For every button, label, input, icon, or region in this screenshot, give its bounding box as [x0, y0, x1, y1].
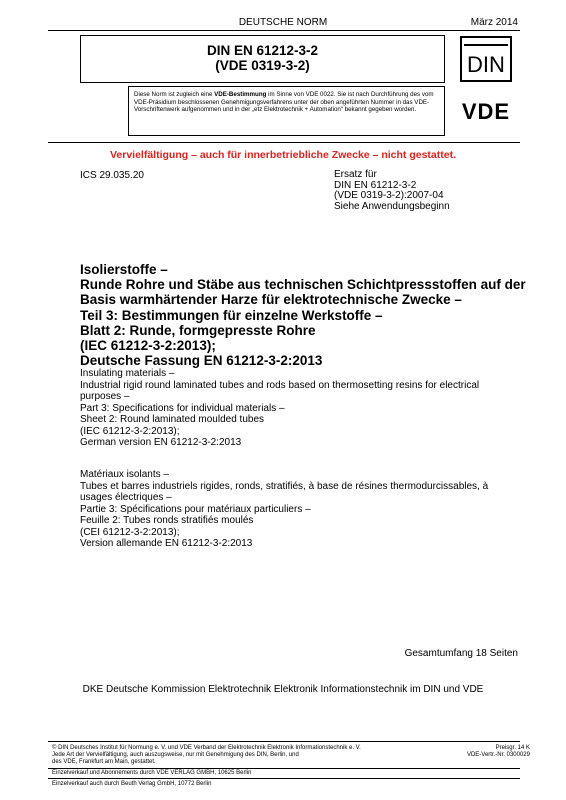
- title-french-line: Partie 3: Spécifications pour matériaux particuliers –: [80, 503, 311, 515]
- title-english-line: Part 3: Specifications for individual materials –: [80, 402, 285, 414]
- standard-number: DIN EN 61212-3-2: [206, 43, 319, 58]
- price-info: [467, 745, 530, 759]
- document-type: DEUTSCHE NORM: [238, 17, 328, 28]
- copyright-line: © DIN Deutsches Institut für Normung e. V. und VDE Verband der Elektrotechnik Elektronik Informationstechnik e. V.: [52, 745, 361, 751]
- title-german-line: Teil 3: Bestimmungen für einzelne Werkstoffe –: [80, 307, 383, 323]
- title-english-line: purposes –: [80, 391, 130, 402]
- footer-rule: [48, 741, 520, 742]
- vde-classification: (VDE 0319-3-2): [215, 58, 310, 73]
- title-french-line: Version allemande EN 61212-3-2:2013: [80, 538, 253, 549]
- reproduction-notice: Vervielfältigung – auch für innerbetriebliche Zwecke – nicht gestattet.: [109, 149, 456, 161]
- replacement-info: [334, 170, 450, 212]
- footer-rule-2: [48, 768, 520, 769]
- title-german: [80, 262, 530, 368]
- dke-committee: DKE Deutsche Kommission Elektrotechnik Elektronik Informationstechnik im DIN und VDE: [82, 684, 484, 695]
- replacement-line: DIN EN 61212-3-2: [334, 179, 417, 191]
- din-logo-text: DIN: [467, 52, 505, 77]
- replacement-line: (VDE 0319-3-2):2007-04: [334, 190, 444, 201]
- separator-rule: [48, 142, 520, 143]
- title-english-line: Industrial rigid round laminated tubes and rods based on thermosetting resins for electrical: [80, 379, 480, 391]
- replacement-line: Siehe Anwendungsbeginn: [334, 200, 450, 212]
- title-english-line: German version EN 61212-3-2:2013: [80, 437, 242, 448]
- standard-title: [80, 43, 445, 73]
- sales-info-2: Einzelverkauf auch durch Beuth Verlag GmbH, 10772 Berlin: [52, 781, 212, 787]
- title-french: [80, 469, 530, 550]
- order-number: VDE-Vertr.-Nr. 0300029: [466, 752, 530, 759]
- footer-rule-3: [48, 778, 520, 779]
- copyright-line: Jede Art der Vervielfältigung, auch auszugsweise, nur mit Genehmigung des DIN, Berlin, und: [52, 752, 299, 759]
- din-logo: [455, 35, 517, 83]
- sales-info-1: Einzelverkauf und Abonnements durch VDE VERLAG GMBH, 10625 Berlin: [52, 770, 252, 776]
- vde-logo: [452, 96, 520, 126]
- title-french-line: Feuille 2: Tubes ronds stratifiés moulés: [80, 515, 254, 526]
- title-german-line: Deutsche Fassung EN 61212-3-2:2013: [80, 353, 323, 369]
- vde-note-bold: VDE-Bestimmung: [214, 91, 267, 98]
- title-english: [80, 368, 530, 449]
- title-english-line: Insulating materials –: [80, 368, 175, 379]
- vde-logo-text: VDE: [461, 99, 511, 124]
- vde-note-after: im Sinne von VDE 0022. Sie ist nach Durchführung des vom VDE-Präsidium beschlossenen Genehmigungsverfahrens unter der oben angeführten Nummer in das VDE-Vorschriftenwerk aufgenommen und in der „etz Elektrotechnik + Automation“ bekannt gegeben worden.: [134, 91, 434, 114]
- title-german-line: (IEC 61212-3-2:2013);: [80, 338, 216, 354]
- title-french-line: Matériaux isolants –: [80, 469, 169, 480]
- copyright-notice: [52, 745, 447, 767]
- replacement-line: Ersatz für: [334, 169, 377, 180]
- title-english-line: Sheet 2: Round laminated moulded tubes: [80, 414, 265, 425]
- ics-code: ICS 29.035.20: [80, 170, 144, 181]
- title-german-line: Blatt 2: Runde, formgepresste Rohre: [80, 322, 316, 338]
- title-german-line: Basis warmhärtender Harze für elektrotechnische Zwecke –: [80, 292, 462, 308]
- total-pages: Gesamtumfang 18 Seiten: [404, 648, 518, 659]
- vde-note: [134, 91, 438, 114]
- title-english-line: (IEC 61212-3-2:2013);: [80, 425, 180, 437]
- issue-date: März 2014: [470, 17, 518, 28]
- price-group: Preisgr. 14 K: [495, 745, 530, 751]
- vde-logo-icon: [452, 96, 520, 126]
- din-logo-icon: [455, 35, 517, 83]
- title-german-line: Runde Rohre und Stäbe aus technischen Schichtpressstoffen auf der: [80, 277, 526, 293]
- title-french-line: (CEI 61212-3-2:2013);: [80, 526, 180, 538]
- title-german-line: Isolierstoffe –: [80, 262, 168, 277]
- header-rule: [48, 30, 520, 31]
- title-french-line: usages électriques –: [80, 492, 172, 503]
- title-french-line: Tubes et barres industriels rigides, ronds, stratifiés, à base de résines thermodurcissables, à: [80, 480, 489, 492]
- vde-note-before: Diese Norm ist zugleich eine: [134, 91, 215, 98]
- copyright-line: des VDE, Frankfurt am Main, gestattet.: [52, 759, 156, 766]
